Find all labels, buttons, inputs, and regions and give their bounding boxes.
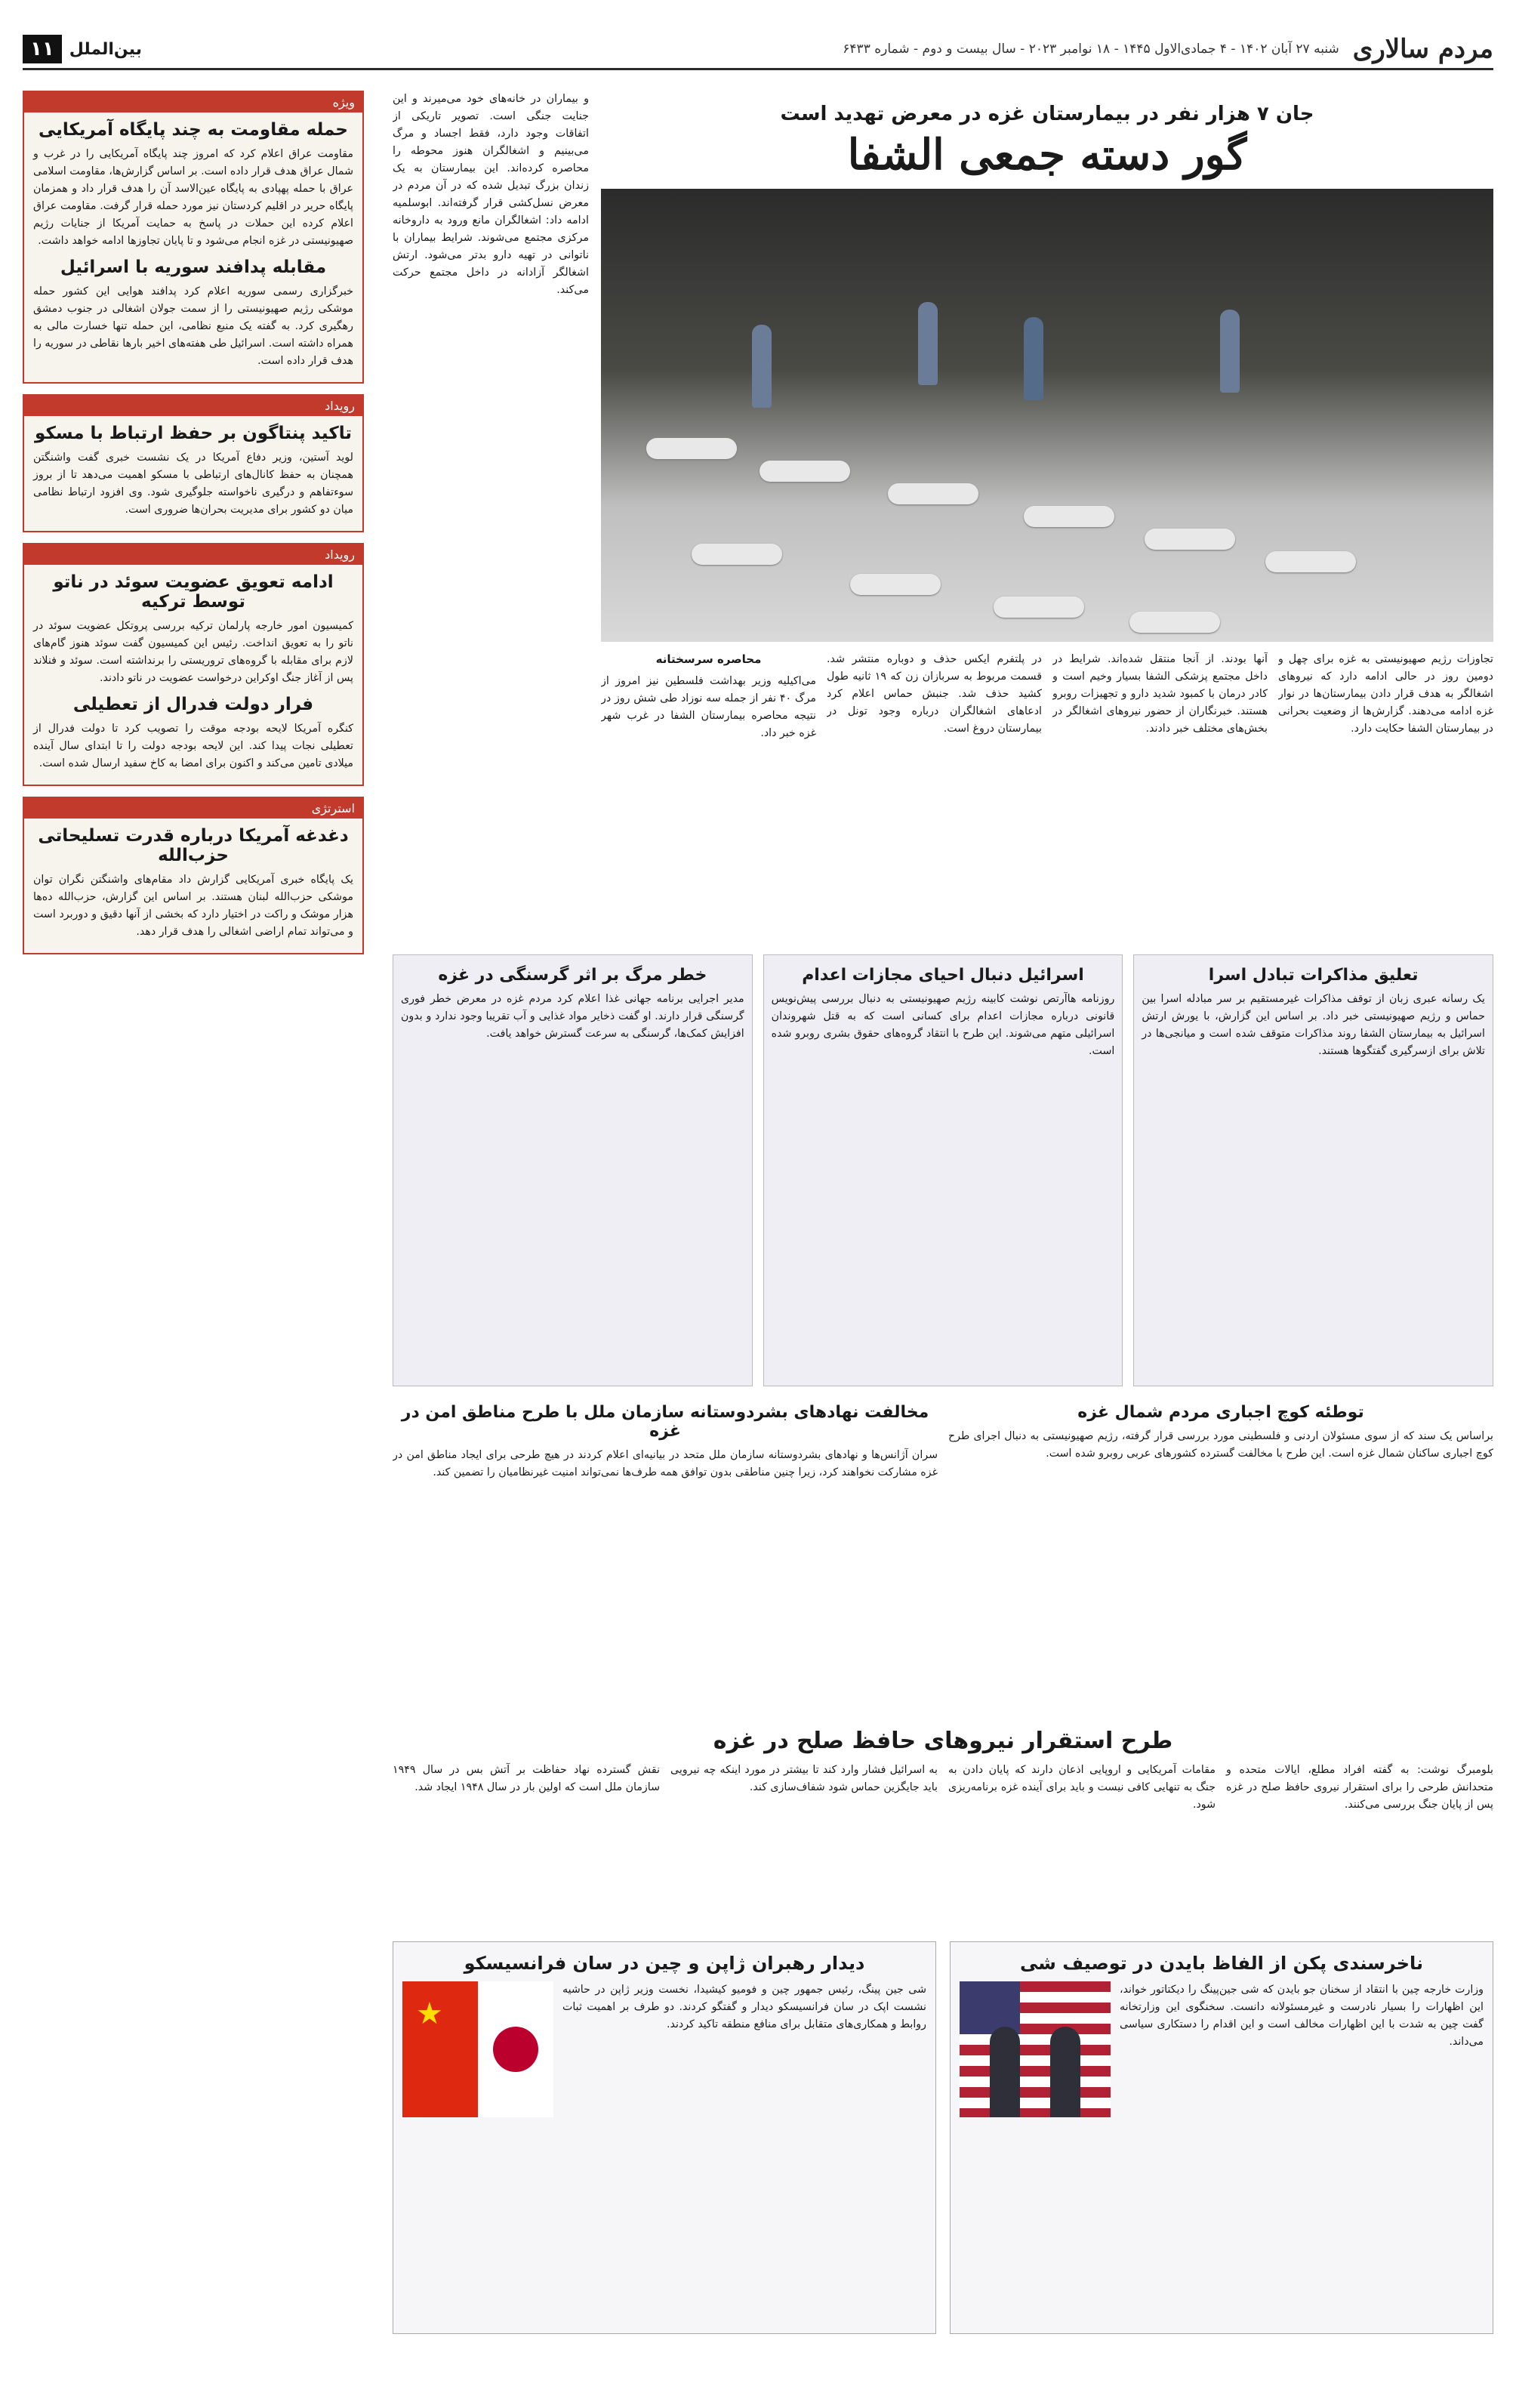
hospital-photo <box>601 189 1493 642</box>
sidebar <box>23 91 364 2333</box>
story-beijing-reaction <box>950 1941 1493 2334</box>
brief-row-1 <box>393 954 1493 1386</box>
sidebar-card-resistance <box>23 91 364 384</box>
lead-byline: محاصره سرسختانه <box>655 652 762 666</box>
sidebar-tag: ویژه <box>24 92 362 113</box>
peace-columns <box>393 1762 1493 1928</box>
sidebar-title: حمله مقاومت به چند پایگاه آمریکایی <box>38 120 348 140</box>
sidebar-tag: رویداد <box>24 396 362 416</box>
section-header <box>23 35 142 63</box>
sidebar-title: فرار دولت فدرال از تعطیلی <box>72 695 314 714</box>
sidebar-text: کنگره آمریکا لایحه بودجه موقت را تصویب کرد تا دولت فدرال از تعطیلی نجات پیدا کند. این لایحه بودجه دولت را تا ابتدای سال آینده میلادی تامین می‌کند و اکنون برای امضا به کاخ سفید ارسال شده است. <box>33 723 353 769</box>
brief-title: توطئه کوچ اجباری مردم شمال غزه <box>1077 1403 1364 1422</box>
us-flag-icon <box>960 1981 1111 2117</box>
sidebar-text: خبرگزاری رسمی سوریه اعلام کرد پدافند هوایی این کشور حمله موشکی رژیم صهیونیستی را از سمت جولان اشغالی در جنوب دمشق رهگیری کرد. به گفته یک منبع نظامی، این حمله تنها خسارت مالی به همراه داشته است. اسرائیل طی هفته‌های اخیر بارها نقاطی در سوریه را هدف قرار داده است. <box>33 285 353 367</box>
sidebar-tag: رویداد <box>24 544 362 565</box>
japan-flag-icon <box>478 1981 553 2117</box>
brief-text: براساس یک سند که از سوی مسئولان اردنی و فلسطینی مورد بررسی قرار گرفته، رژیم صهیونیستی به دنبال اجرای طرح کوچ اجباری ساکنان شمال غزه است. این طرح با مخالفت گسترده کشورهای عربی روبرو شده است. <box>948 1430 1493 1460</box>
lead-col-2: آنها بودند. از آنجا منتقل شده‌اند. شرایط در داخل مجتمع پزشکی الشفا بسیار وخیم است و کادر درمان با کمبود شدید دارو و تجهیزات روبرو هستند. خبرنگاران از حضور نیروهای اشغالگر در بخش‌های مختلف خبر دادند. <box>1052 653 1268 735</box>
brief-text: یک رسانه عبری زبان از توقف مذاکرات غیرمستقیم بر سر مبادله اسرا بین حماس و رژیم صهیونیستی خبر داد. بر اساس این گزارش، با یورش ارتش اسرائیل به بیمارستان الشفا روند مذاکرات متوقف شده است و میانجی‌ها در تلاش برای ازسرگیری گفتگوها هستند. <box>1142 993 1485 1057</box>
masthead <box>23 30 1493 70</box>
peace-title: طرح استقرار نیروهای حافظ صلح در غزه <box>713 1728 1173 1754</box>
brief-row-2 <box>393 1398 1493 1716</box>
sidebar-text: مقاومت عراق اعلام کرد که امروز چند پایگاه آمریکایی را در غرب و شمال عراق هدف قرار داده است. بر اساس گزارش‌ها، مقاومت اسلامی عراق با حمله پهپادی به پایگاه عین‌الاسد آن را هدف قرار داد و همزمان پایگاه حریر در اقلیم کردستان نیز مورد حمله قرار گرفت. مقاومت عراق اعلام کرده این حملات در پاسخ به حمایت آمریکا از جنایات رژیم صهیونیستی در غزه انجام می‌شود و تا پایان تجاوزها ادامه خواهد داشت. <box>33 148 353 247</box>
lead-col-1: تجاوزات رژیم صهیونیستی به غزه برای چهل و دومین روز در حالی ادامه دارد که نیروهای اشغالگر به هدف قرار دادن بیمارستان‌ها در نوار غزه ادامه می‌دهند. گزارش‌ها از وضعیت بحرانی در بیمارستان الشفا حکایت دارد. <box>1278 653 1493 735</box>
peace-col-4: نقش گسترده نهاد حفاظت بر آتش بس در سال ۱۹۴۹ سازمان ملل است که اولین بار در سال ۱۹۴۸ ایجاد شد. <box>393 1764 660 1793</box>
brief-hunger <box>393 954 753 1386</box>
sidebar-title: تاکید پنتاگون بر حفظ ارتباط با مسکو <box>35 424 352 443</box>
sidebar-card-nato <box>23 543 364 786</box>
lead-right <box>601 91 1493 944</box>
china-flag-icon: ★ <box>402 1981 553 2117</box>
brief-text: مدیر اجرایی برنامه جهانی غذا اعلام کرد مردم غزه در معرض خطر فوری گرسنگی قرار دارند. او گفت ذخایر مواد غذایی و آب تقریبا وجود ندارد و بدون افزایش کمک‌ها، گرسنگی به سرعت گسترش خواهد یافت. <box>400 993 744 1040</box>
story-title: دیدار رهبران ژاپن و چین در سان فرانسیسکو <box>464 1953 865 1974</box>
brief-prisoner-talks <box>1133 954 1493 1386</box>
story-japan-china-meeting <box>393 1941 936 2334</box>
brief-text: سران آژانس‌ها و نهادهای بشردوستانه سازمان ملل متحد در بیانیه‌ای اعلام کردند در هیچ طرحی برای ایجاد مناطق امن در غزه مشارکت نخواهند کرد، زیرا چنین مناطقی بدون توافق همه طرف‌ها نمی‌تواند امنیت غیرنظامیان را تضمین کند. <box>393 1449 938 1478</box>
peace-col-1: بلومبرگ نوشت: به گفته افراد مطلع، ایالات متحده و متحدانش طرحی را برای استقرار نیروی حافظ صلح در غزه پس از پایان جنگ بررسی می‌کنند. <box>1226 1764 1493 1811</box>
lead-columns <box>601 651 1493 944</box>
sidebar-card-hezbollah <box>23 797 364 954</box>
sidebar-title: ادامه تعویق عضویت سوئد در ناتو توسط ترکیه <box>53 572 334 612</box>
brief-title: مخالفت نهادهای بشردوستانه سازمان ملل با طرح مناطق امن در غزه <box>401 1403 929 1441</box>
lead-col-4 <box>601 651 816 923</box>
sidebar-text: لوید آستین، وزیر دفاع آمریکا در یک نشست خبری گفت واشنگتن همچنان به حفظ کانال‌های ارتباطی با مسکو اهمیت می‌دهد تا از بروز سوءتفاهم و درگیری ناخواسته جلوگیری شود. وی افزود ارتباط نظامی میان دو کشور برای مدیریت بحران‌ها ضروری است. <box>33 452 353 516</box>
brief-death-penalty <box>763 954 1123 1386</box>
sidebar-tag: استرتژی <box>24 798 362 819</box>
page-number: ۱۱ <box>23 35 62 63</box>
issue-meta: شنبه ۲۷ آبان ۱۴۰۲ - ۴ جمادی‌الاول ۱۴۴۵ - ۱۸ نوامبر ۲۰۲۳ - سال بیست و دوم - شماره ۶۴۳۳ <box>843 42 1339 57</box>
sidebar-title: دغدغه آمریکا درباره قدرت تسلیحاتی حزب‌الله <box>38 826 349 865</box>
sidebar-card-pentagon <box>23 394 364 532</box>
brief-title: اسرائیل دنبال احیای مجازات اعدام <box>802 966 1084 985</box>
brief-text: روزنامه هاآرتص نوشت کابینه رژیم صهیونیستی به دنبال بررسی پیش‌نویس قانونی درباره مجازات اعدام برای کسانی است که به قتل شهروندان اسرائیلی متهم می‌شوند. این طرح با انتقاد گروه‌های حقوق بشری روبرو شده است. <box>771 993 1115 1057</box>
lead-story <box>393 91 1493 944</box>
section-label: بین‌الملل <box>69 39 142 59</box>
sidebar-text: یک پایگاه خبری آمریکایی گزارش داد مقام‌های واشنگتن نگران توان موشکی حزب‌الله لبنان هستند. بر اساس این گزارش، حزب‌الله ده‌ها هزار موشک و راکت در اختیار دارد که بخشی از آنها دقیق و دوربرد است و می‌تواند تمام اراضی اشغالی را هدف قرار دهد. <box>33 874 353 938</box>
bottom-stories <box>393 1941 1493 2334</box>
story-text: شی جین پینگ، رئیس جمهور چین و فومیو کیشیدا، نخست وزیر ژاپن در حاشیه نشست اپک در سان فرانسیسکو دیدار و گفتگو کردند. دو طرف بر اهمیت ثبات روابط و همکاری‌های متقابل برای منافع منطقه تاکید کردند. <box>562 1984 926 2030</box>
sidebar-text: کمیسیون امور خارجه پارلمان ترکیه بررسی پروتکل عضویت سوئد در ناتو را به تعویق انداخت. رئیس این کمیسیون گفت سوئد هنوز گام‌های لازم برای مقابله با گروه‌های تروریستی را برنداشته است. سوئد و فنلاند پس از آغاز جنگ اوکراین درخواست عضویت در ناتو دادند. <box>33 620 353 684</box>
main-column <box>393 91 1493 2333</box>
lead-side-text: و بیماران در خانه‌های خود می‌میرند و این جنایت جنگی است. تصویر تاریکی از اتفاقات وجود دارد، فقط اجساد و مرگ می‌بینیم و اشغالگران هنوز محوطه را محاصره کرده‌اند. این بیمارستان به یک زندان بزرگ تبدیل شده که در آن مردم در معرض نسل‌کشی قرار گرفته‌اند. ابوسلمیه ادامه داد: اشغالگران مانع ورود به داروخانه مرکزی مجتمع می‌شوند. شرایط بیماران با ناتوانی در تهیه دارو بدتر می‌شود. ارتش اشغالگر آزادانه در داخل مجتمع حرکت می‌کند. <box>393 93 589 296</box>
lead-kicker: جان ۷ هزار نفر در بیمارستان غزه در معرض تهدید است <box>780 103 1314 125</box>
brief-title: تعلیق مذاکرات تبادل اسرا <box>1208 966 1419 985</box>
story-title: ناخرسندی پکن از الفاظ بایدن در توصیف شی <box>1019 1953 1424 1974</box>
lead-col-4-text: می‌اکیلیه وزیر بهداشت فلسطین نیز امروز از مرگ ۴۰ نفر از جمله سه نوزاد طی شش روز در نتیجه محاصره بیمارستان الشفا در غرب شهر غزه خبر داد. <box>601 675 816 739</box>
peace-col-3: به اسرائیل فشار وارد کند تا بیشتر در مورد اینکه چه نیرویی باید جایگزین حماس شود شفاف‌سازی کند. <box>670 1764 938 1793</box>
sidebar-title: مقابله پدافند سوریه با اسرائیل <box>60 257 327 277</box>
brief-forced-displacement <box>948 1398 1493 1716</box>
peace-col-2: مقامات آمریکایی و اروپایی اذعان دارند که پایان دادن به جنگ به تنهایی کافی نیست و باید برای آینده غزه برنامه‌ریزی شود. <box>948 1764 1216 1811</box>
brief-safe-zones <box>393 1398 938 1716</box>
lead-headline: گور دسته جمعی الشفا <box>847 130 1247 180</box>
brand-logo: مردم سالاری <box>1352 34 1493 64</box>
lead-col-3: در پلتفرم ایکس حذف و دوباره منتشر شد. قسمت مربوط به سربازان زن که ۱۹ ثانیه طول کشید حذف شد. جنبش حماس اعلام کرد ادعاهای اشغالگران درباره وجود تونل در بیمارستان دروغ است. <box>827 653 1042 735</box>
peacekeeping-story <box>393 1728 1493 1928</box>
story-text: وزارت خارجه چین با انتقاد از سخنان جو بایدن که شی جین‌پینگ را دیکتاتور خواند، این اظهارات را بسیار نادرست و غیرمسئولانه دانست. سخنگوی این وزارتخانه گفت چین به شدت با این اظهارات مخالف است و این اقدام را دستکاری سیاسی می‌داند. <box>1120 1984 1484 2048</box>
brief-title: خطر مرگ بر اثر گرسنگی در غزه <box>438 966 707 985</box>
